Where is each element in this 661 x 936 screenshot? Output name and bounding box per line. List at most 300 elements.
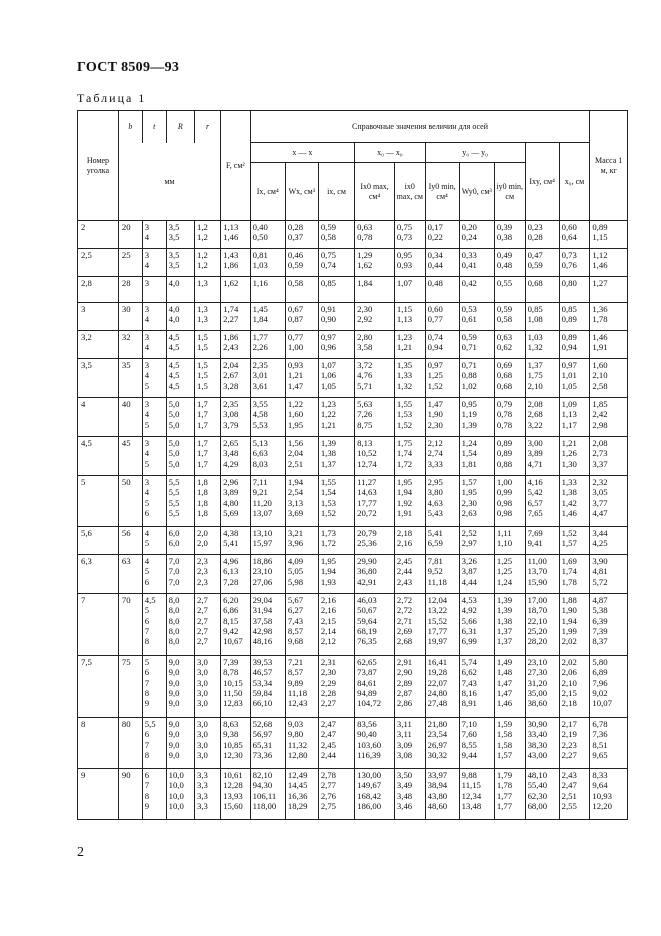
cell-t: [142, 398, 166, 437]
cell-t: [142, 249, 166, 277]
cell-value: 9,0: [168, 739, 180, 750]
cell-value: 1,54: [461, 448, 477, 459]
cell-value: 1,13: [223, 222, 239, 232]
cell-value: 8,0: [168, 625, 180, 636]
cell-value: 1,94: [320, 566, 337, 577]
cell-Wy0: [459, 555, 494, 594]
cell-t: [142, 331, 166, 359]
cell-x0: [559, 221, 590, 249]
cell-value: 46,03: [357, 595, 377, 605]
cell-value: 22,10: [527, 615, 548, 626]
cell-value: 1,16: [252, 278, 268, 288]
cell-value: 1,84: [357, 278, 373, 288]
cell-t: [142, 555, 166, 594]
cell-value: 33,97: [427, 770, 448, 780]
cell-value: 8: [144, 636, 150, 647]
cell-value: 0,59: [320, 222, 337, 232]
cell-value: 7,36: [592, 729, 608, 740]
cell-b: 90: [118, 769, 142, 820]
cell-value: 2,08: [592, 438, 608, 448]
cell-F: [221, 437, 251, 476]
cell-r: [195, 555, 221, 594]
cell-r: [195, 476, 221, 527]
cell-value: 3,08: [396, 749, 413, 760]
cell-value: 3,49: [396, 780, 413, 791]
cell-value: 1,49: [496, 657, 513, 667]
cell-value: 9,0: [168, 677, 180, 688]
cell-value: 2,17: [561, 719, 577, 729]
cell-value: 2,02: [561, 636, 577, 647]
cell-value: 1,53: [320, 497, 337, 508]
cell-value: 1,32: [527, 342, 543, 353]
cell-value: 43,00: [527, 749, 548, 760]
cell-Ixy: [525, 331, 559, 359]
cell-value: 1,47: [496, 687, 513, 698]
cell-Ixy: [525, 476, 559, 527]
cell-value: 8,78: [223, 667, 239, 678]
cell-value: 0,68: [527, 278, 543, 288]
cell-value: 1,15: [592, 232, 608, 243]
header-mm: мм: [118, 143, 220, 221]
cell-iy0: [494, 277, 525, 303]
cell-value: 12,49: [287, 770, 308, 780]
cell-R: [166, 718, 194, 769]
cell-value: 3,3: [197, 790, 208, 801]
cell-Ixy: [525, 303, 559, 331]
cell-value: 2,96: [223, 477, 239, 487]
cell-value: 0,23: [527, 222, 543, 232]
cell-value: 0,77: [287, 332, 304, 342]
cell-m: [590, 718, 628, 769]
cell-value: 3,3: [197, 770, 208, 780]
cell-value: 2,18: [561, 698, 577, 709]
cell-value: 0,85: [320, 278, 337, 288]
cell-Ix: [250, 331, 285, 359]
cell-value: 1,60: [287, 409, 304, 420]
cell-value: 0,42: [461, 278, 477, 288]
table-body: [78, 221, 628, 820]
cell-value: 1,8: [197, 487, 208, 498]
cell-value: 11,18: [287, 687, 308, 698]
cell-value: 0,50: [252, 232, 268, 243]
cell-value: 10,61: [223, 770, 243, 780]
angle-steel-table: [77, 110, 628, 820]
cell-value: 2,3: [197, 556, 208, 566]
cell-value: 3,79: [223, 419, 239, 430]
cell-m: [590, 656, 628, 718]
cell-value: 2,78: [320, 770, 337, 780]
cell-F: [221, 718, 251, 769]
cell-value: 15,52: [427, 615, 448, 626]
cell-Wx: [285, 476, 318, 527]
cell-Wy0: [459, 359, 494, 398]
cell-value: 3,05: [592, 487, 608, 498]
cell-iy0: [494, 555, 525, 594]
cell-value: 0,78: [496, 419, 513, 430]
cell-Wx: [285, 555, 318, 594]
cell-value: 4: [144, 448, 150, 459]
cell-value: 2,02: [561, 657, 577, 667]
header-b: b: [118, 111, 142, 143]
cell-value: 2,32: [592, 477, 608, 487]
cell-value: 3,44: [592, 528, 608, 538]
cell-r: [195, 398, 221, 437]
cell-value: 1,79: [496, 770, 513, 780]
cell-value: 9,0: [168, 657, 180, 667]
cell-value: 1,23: [396, 332, 413, 342]
cell-value: 1,8: [197, 477, 208, 487]
cell-value: 15,97: [252, 538, 273, 549]
cell-R: [166, 527, 194, 555]
cell-value: 0,28: [287, 222, 304, 232]
cell-value: 1,95: [396, 477, 413, 487]
cell-value: 2,10: [527, 380, 543, 391]
cell-value: 39,53: [252, 657, 273, 667]
cell-value: 5: [144, 538, 150, 549]
cell-r: [195, 527, 221, 555]
cell-value: 6,0: [168, 528, 180, 538]
cell-value: 5,98: [287, 576, 304, 587]
cell-Wy0: [459, 718, 494, 769]
cell-value: 0,59: [287, 260, 304, 271]
cell-Ixy: [525, 718, 559, 769]
cell-value: 9,0: [168, 687, 180, 698]
cell-value: 1,37: [320, 458, 337, 469]
cell-value: 20,79: [357, 528, 377, 538]
cell-Ixy: [525, 555, 559, 594]
cell-x0: [559, 398, 590, 437]
cell-r: [195, 221, 221, 249]
cell-Ix0: [355, 527, 395, 555]
cell-value: 59,84: [252, 687, 273, 698]
cell-value: 3,0: [197, 719, 208, 729]
cell-value: 1,93: [320, 576, 337, 587]
cell-value: 1,48: [496, 667, 513, 678]
cell-value: 10,52: [357, 448, 377, 459]
cell-value: 22,07: [427, 677, 448, 688]
cell-b: 30: [118, 303, 142, 331]
cell-Iy0: [425, 398, 459, 437]
cell-value: 11,20: [252, 497, 272, 508]
cell-value: 11,15: [461, 780, 481, 791]
cell-iy0: [494, 594, 525, 656]
cell-value: 7,11: [252, 477, 268, 487]
cell-value: 1,46: [561, 507, 577, 518]
cell-value: 4: [144, 409, 150, 420]
cell-value: 33,40: [527, 729, 548, 740]
cell-value: 1,91: [592, 342, 608, 353]
cell-value: 4,58: [252, 409, 268, 420]
cell-value: 1,21: [396, 342, 413, 353]
cell-value: 2,3: [197, 576, 208, 587]
document-title: ГОСТ 8509—93: [77, 60, 180, 75]
cell-value: 0,77: [427, 314, 443, 325]
cell-value: 2,72: [396, 595, 413, 605]
cell-value: 1,07: [396, 278, 413, 288]
cell-Iy0: [425, 221, 459, 249]
cell-value: 9,64: [592, 780, 608, 791]
cell-value: 6,89: [592, 667, 608, 678]
cell-value: 3,0: [197, 667, 208, 678]
cell-m: [590, 476, 628, 527]
cell-value: 1,88: [561, 595, 577, 605]
cell-value: 0,28: [527, 232, 543, 243]
cell-value: 31,94: [252, 605, 273, 616]
cell-value: 2,68: [396, 636, 413, 647]
cell-value: 8,03: [252, 458, 268, 469]
cell-value: 4,96: [223, 556, 239, 566]
cell-value: 4,44: [461, 576, 477, 587]
cell-value: 1,39: [461, 419, 477, 430]
cell-m: [590, 769, 628, 820]
cell-Wy0: [459, 249, 494, 277]
cell-Iy0: [425, 718, 459, 769]
cell-value: 6: [144, 770, 150, 780]
cell-value: 2,3: [197, 566, 208, 577]
cell-value: 4,38: [223, 528, 239, 538]
cell-value: 2,43: [396, 576, 413, 587]
cell-R: [166, 303, 194, 331]
cell-value: 8: [144, 687, 150, 698]
cell-value: 3,0: [197, 657, 208, 667]
cell-value: 3,01: [252, 370, 268, 381]
cell-x0: [559, 594, 590, 656]
cell-value: 0,33: [461, 250, 477, 260]
cell-value: 1,47: [496, 677, 513, 688]
header-ix0max: ix0 max, см: [394, 163, 425, 221]
cell-value: 1,7: [197, 448, 208, 459]
cell-value: 1,52: [396, 419, 413, 430]
cell-value: 9,0: [168, 729, 180, 740]
cell-value: 1,09: [561, 399, 577, 409]
cell-value: 8,63: [223, 719, 239, 729]
cell-value: 1,69: [561, 556, 577, 566]
cell-value: 6,59: [427, 538, 443, 549]
cell-value: 9,44: [461, 749, 477, 760]
cell-value: 2,73: [592, 448, 608, 459]
cell-value: 0,89: [496, 438, 513, 448]
cell-F: [221, 656, 251, 718]
cell-value: 2,7: [197, 605, 208, 616]
cell-value: 2,27: [320, 698, 337, 709]
cell-value: 5: [144, 605, 150, 616]
cell-t: [142, 277, 166, 303]
cell-value: 5,13: [252, 438, 268, 448]
cell-m: [590, 221, 628, 249]
cell-value: 1,3: [197, 304, 208, 314]
cell-value: 1,19: [461, 409, 477, 420]
header-axis-y0y0: y₀ — y₀: [425, 143, 525, 163]
header-R: R: [166, 111, 194, 143]
table-row: [78, 656, 628, 718]
cell-value: 5: [144, 458, 150, 469]
cell-value: 3,50: [396, 770, 413, 780]
cell-value: 1,7: [197, 438, 208, 448]
cell-Ix0: [355, 656, 395, 718]
cell-x0: [559, 359, 590, 398]
cell-value: 3,0: [197, 749, 208, 760]
cell-value: 9,65: [592, 749, 608, 760]
cell-value: 0,94: [427, 342, 443, 353]
cell-value: 5,41: [223, 538, 239, 549]
cell-value: 37,58: [252, 615, 273, 626]
cell-value: 2,92: [357, 314, 373, 325]
cell-value: 21,80: [427, 719, 448, 729]
cell-value: 5,38: [592, 605, 608, 616]
cell-value: 2,30: [427, 419, 443, 430]
cell-value: 2,35: [223, 399, 239, 409]
cell-ix0: [394, 555, 425, 594]
cell-value: 0,37: [287, 232, 304, 243]
cell-R: [166, 476, 194, 527]
table-row: [78, 303, 628, 331]
cell-value: 3: [144, 250, 150, 260]
cell-value: 13,93: [223, 790, 243, 801]
cell-value: 3,96: [287, 538, 304, 549]
cell-ix: [318, 769, 354, 820]
cell-value: 0,94: [561, 342, 577, 353]
cell-ix0: [394, 221, 425, 249]
cell-ix: [318, 398, 354, 437]
cell-value: 1,37: [496, 636, 513, 647]
cell-value: 0,44: [427, 260, 443, 271]
cell-value: 2,30: [320, 667, 337, 678]
cell-value: 4: [144, 232, 150, 243]
cell-F: [221, 359, 251, 398]
header-number: Номер уголка: [78, 111, 119, 221]
header-Wy0: Wy0, см³: [459, 163, 494, 221]
cell-b: 50: [118, 476, 142, 527]
cell-value: 4,0: [168, 278, 180, 288]
cell-value: 2,15: [320, 615, 337, 626]
cell-value: 2,10: [561, 677, 577, 688]
cell-value: 1,2: [197, 260, 208, 271]
cell-value: 0,41: [461, 260, 477, 271]
table-row: [78, 718, 628, 769]
cell-value: 0,97: [561, 360, 577, 370]
cell-number: 5: [78, 476, 119, 527]
cell-r: [195, 303, 221, 331]
cell-value: 2,0: [197, 528, 208, 538]
cell-value: 0,63: [496, 332, 513, 342]
cell-r: [195, 437, 221, 476]
cell-value: 4,25: [592, 538, 608, 549]
cell-value: 3: [144, 278, 150, 288]
cell-value: 1,11: [496, 528, 512, 538]
cell-R: [166, 769, 194, 820]
cell-value: 10,07: [592, 698, 612, 709]
cell-value: 8,37: [592, 636, 608, 647]
cell-value: 18,70: [527, 605, 548, 616]
cell-Iy0: [425, 303, 459, 331]
cell-value: 0,89: [561, 332, 577, 342]
cell-value: 1,7: [197, 419, 208, 430]
header-F: F, см²: [221, 111, 251, 221]
cell-value: 1,00: [287, 342, 304, 353]
cell-value: 2,04: [223, 360, 239, 370]
cell-F: [221, 594, 251, 656]
cell-Ix: [250, 221, 285, 249]
cell-value: 1,35: [396, 360, 413, 370]
cell-value: 1,47: [287, 380, 304, 391]
cell-value: 0,20: [461, 222, 477, 232]
cell-Ixy: [525, 769, 559, 820]
cell-value: 38,94: [427, 780, 448, 791]
cell-value: 6,0: [168, 538, 180, 549]
cell-Ix: [250, 718, 285, 769]
cell-value: 0,68: [496, 370, 513, 381]
cell-value: 3,3: [197, 780, 208, 791]
cell-Iy0: [425, 331, 459, 359]
cell-value: 1,75: [396, 438, 413, 448]
cell-value: 7,10: [461, 719, 477, 729]
cell-t: [142, 221, 166, 249]
cell-value: 4,5: [168, 342, 180, 353]
cell-value: 2,58: [592, 380, 608, 391]
cell-b: 70: [118, 594, 142, 656]
table-row: [78, 359, 628, 398]
cell-value: 8,57: [287, 625, 304, 636]
cell-ix: [318, 249, 354, 277]
cell-value: 6,62: [461, 667, 477, 678]
cell-value: 5,80: [592, 657, 608, 667]
cell-value: 1,26: [561, 448, 577, 459]
cell-value: 1,53: [396, 409, 413, 420]
cell-iy0: [494, 331, 525, 359]
cell-value: 5,0: [168, 409, 180, 420]
cell-value: 68,00: [527, 800, 548, 811]
cell-value: 9,21: [252, 487, 268, 498]
cell-value: 3,58: [357, 342, 373, 353]
cell-value: 12,30: [223, 749, 243, 760]
cell-value: 3,33: [427, 458, 443, 469]
cell-value: 3,80: [427, 487, 443, 498]
cell-Wx: [285, 277, 318, 303]
cell-Wy0: [459, 277, 494, 303]
header-ix: ix, см: [318, 163, 354, 221]
cell-value: 1,99: [561, 625, 577, 636]
cell-ix0: [394, 476, 425, 527]
cell-value: 73,36: [252, 749, 273, 760]
cell-value: 3,28: [223, 380, 239, 391]
cell-value: 4,0: [168, 304, 180, 314]
cell-value: 9: [144, 698, 150, 709]
cell-value: 0,75: [396, 222, 413, 232]
cell-value: 4: [144, 260, 150, 271]
cell-value: 43,80: [427, 790, 448, 801]
cell-value: 1,46: [496, 698, 513, 709]
cell-value: 1,58: [496, 739, 513, 750]
cell-value: 6: [144, 729, 150, 740]
cell-value: 11,18: [427, 576, 447, 587]
cell-value: 1,38: [320, 448, 337, 459]
cell-Iy0: [425, 277, 459, 303]
cell-ix0: [394, 398, 425, 437]
cell-F: [221, 249, 251, 277]
cell-value: 59,64: [357, 615, 377, 626]
cell-Ix0: [355, 303, 395, 331]
cell-value: 4: [144, 342, 150, 353]
cell-value: 1,02: [461, 380, 477, 391]
cell-R: [166, 249, 194, 277]
cell-t: [142, 594, 166, 656]
cell-value: 27,06: [252, 576, 273, 587]
cell-value: 0,74: [320, 260, 337, 271]
cell-value: 5,42: [527, 487, 543, 498]
cell-value: 4,53: [461, 595, 477, 605]
cell-value: 3,37: [592, 458, 608, 469]
cell-value: 13,48: [461, 800, 482, 811]
